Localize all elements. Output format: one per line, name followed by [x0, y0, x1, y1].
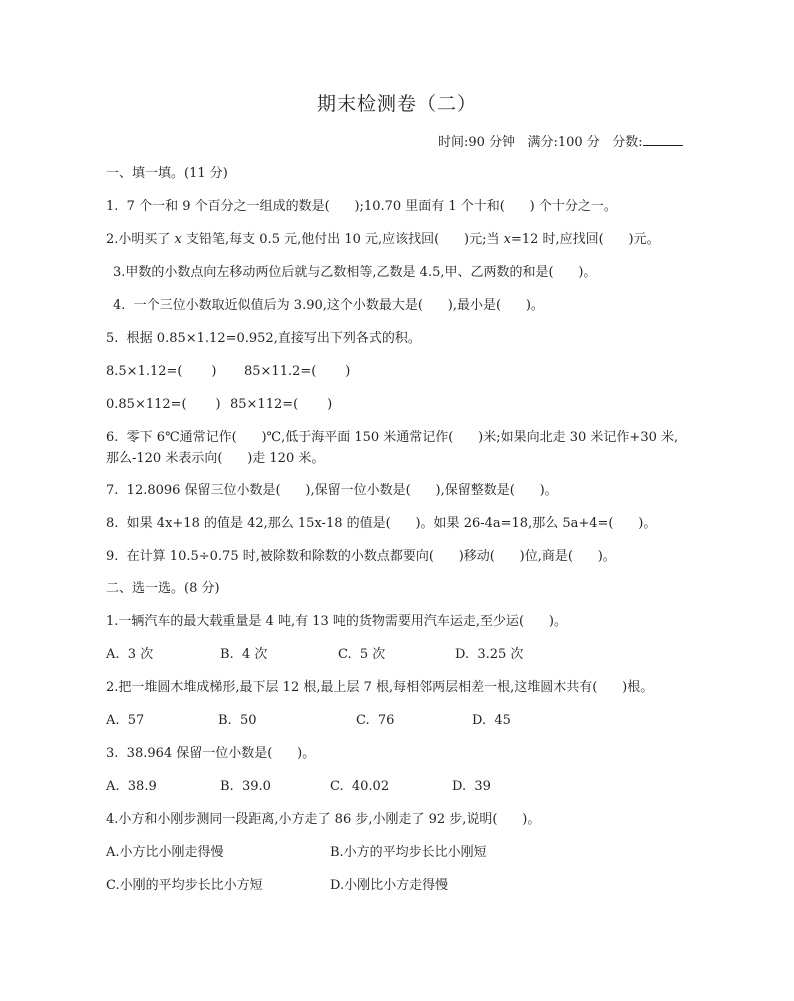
- question-1-2: 2.小明买了 x 支铅笔,每支 0.5 元,他付出 10 元,应该找回( )元;当 x=12 时,应找回( )元。: [106, 232, 660, 247]
- option-2-4-b: B.小方的平均步长比小刚短: [330, 845, 487, 860]
- exam-meta: [438, 133, 683, 151]
- question-2-3: 3. 38.964 保留一位小数是( )。: [106, 746, 316, 761]
- question-1-7: 7. 12.8096 保留三位小数是( ),保留一位小数是( ),保留整数是( )。: [106, 483, 558, 498]
- option-2-3-b: B. 39.0: [220, 779, 271, 794]
- question-1-6a: 6. 零下 6℃通常记作( )℃,低于海平面 150 米通常记作( )米;如果向北走 30 米记作+30 米,: [106, 430, 679, 445]
- question-1-5b: 85×11.2=( ): [244, 364, 351, 379]
- option-2-1-a: A. 3 次: [106, 647, 154, 662]
- question-2-1: 1.一辆汽车的最大载重量是 4 吨,有 13 吨的货物需要用汽车运走,至少运( )。: [106, 614, 567, 629]
- option-2-2-d: D. 45: [472, 713, 511, 728]
- question-1-4: 4. 一个三位小数取近似值后为 3.90,这个小数最大是( ),最小是( )。: [113, 298, 544, 313]
- option-2-2-c: C. 76: [356, 713, 395, 728]
- option-2-4-c: C.小刚的平均步长比小方短: [106, 878, 263, 893]
- score-blank[interactable]: [643, 133, 683, 146]
- question-1-5d: 85×112=( ): [230, 397, 333, 412]
- option-2-2-a: A. 57: [106, 713, 145, 728]
- option-2-3-c: C. 40.02: [330, 779, 390, 794]
- page-title: 期末检测卷（二）: [316, 93, 477, 115]
- full-score-label: 满分:100 分: [527, 135, 600, 150]
- option-2-1-c: C. 5 次: [338, 647, 386, 662]
- question-1-5: 5. 根据 0.85×1.12=0.952,直接写出下列各式的积。: [106, 331, 421, 346]
- question-1-9: 9. 在计算 10.5÷0.75 时,被除数和除数的小数点都要向( )移动( )位,商是( )。: [106, 549, 616, 564]
- question-1-6b: 那么-120 米表示向( )走 120 米。: [106, 451, 325, 466]
- time-label: 时间:90 分钟: [438, 135, 516, 150]
- section1-heading: 一、填一填。(11 分): [106, 166, 228, 181]
- option-2-4-d: D.小刚比小方走得慢: [330, 878, 449, 893]
- option-2-1-b: B. 4 次: [220, 647, 268, 662]
- question-2-2: 2.把一堆圆木堆成梯形,最下层 12 根,最上层 7 根,每相邻两层相差一根,这堆圆木共有( )根。: [106, 680, 654, 695]
- score-label: 分数:: [612, 135, 643, 150]
- question-1-1: 1. 7 个一和 9 个百分之一组成的数是( );10.70 里面有 1 个十和( ) 个十分之一。: [106, 199, 617, 214]
- question-1-5c: 0.85×112=( ): [106, 397, 221, 412]
- question-2-4: 4.小方和小刚步测同一段距离,小方走了 86 步,小刚走了 92 步,说明( )。: [106, 812, 541, 827]
- option-2-2-b: B. 50: [218, 713, 257, 728]
- option-2-4-a: A.小方比小刚走得慢: [106, 845, 224, 860]
- section2-heading: 二、选一选。(8 分): [106, 581, 220, 596]
- question-1-3: 3.甲数的小数点向左移动两位后就与乙数相等,乙数是 4.5,甲、乙两数的和是( )。: [113, 265, 597, 280]
- question-1-8: 8. 如果 4x+18 的值是 42,那么 15x-18 的值是( )。如果 26-4a=18,那么 5a+4=( )。: [106, 516, 657, 531]
- option-2-1-d: D. 3.25 次: [455, 647, 524, 662]
- question-1-5a: 8.5×1.12=( ): [106, 364, 217, 379]
- option-2-3-d: D. 39: [452, 779, 491, 794]
- option-2-3-a: A. 38.9: [106, 779, 157, 794]
